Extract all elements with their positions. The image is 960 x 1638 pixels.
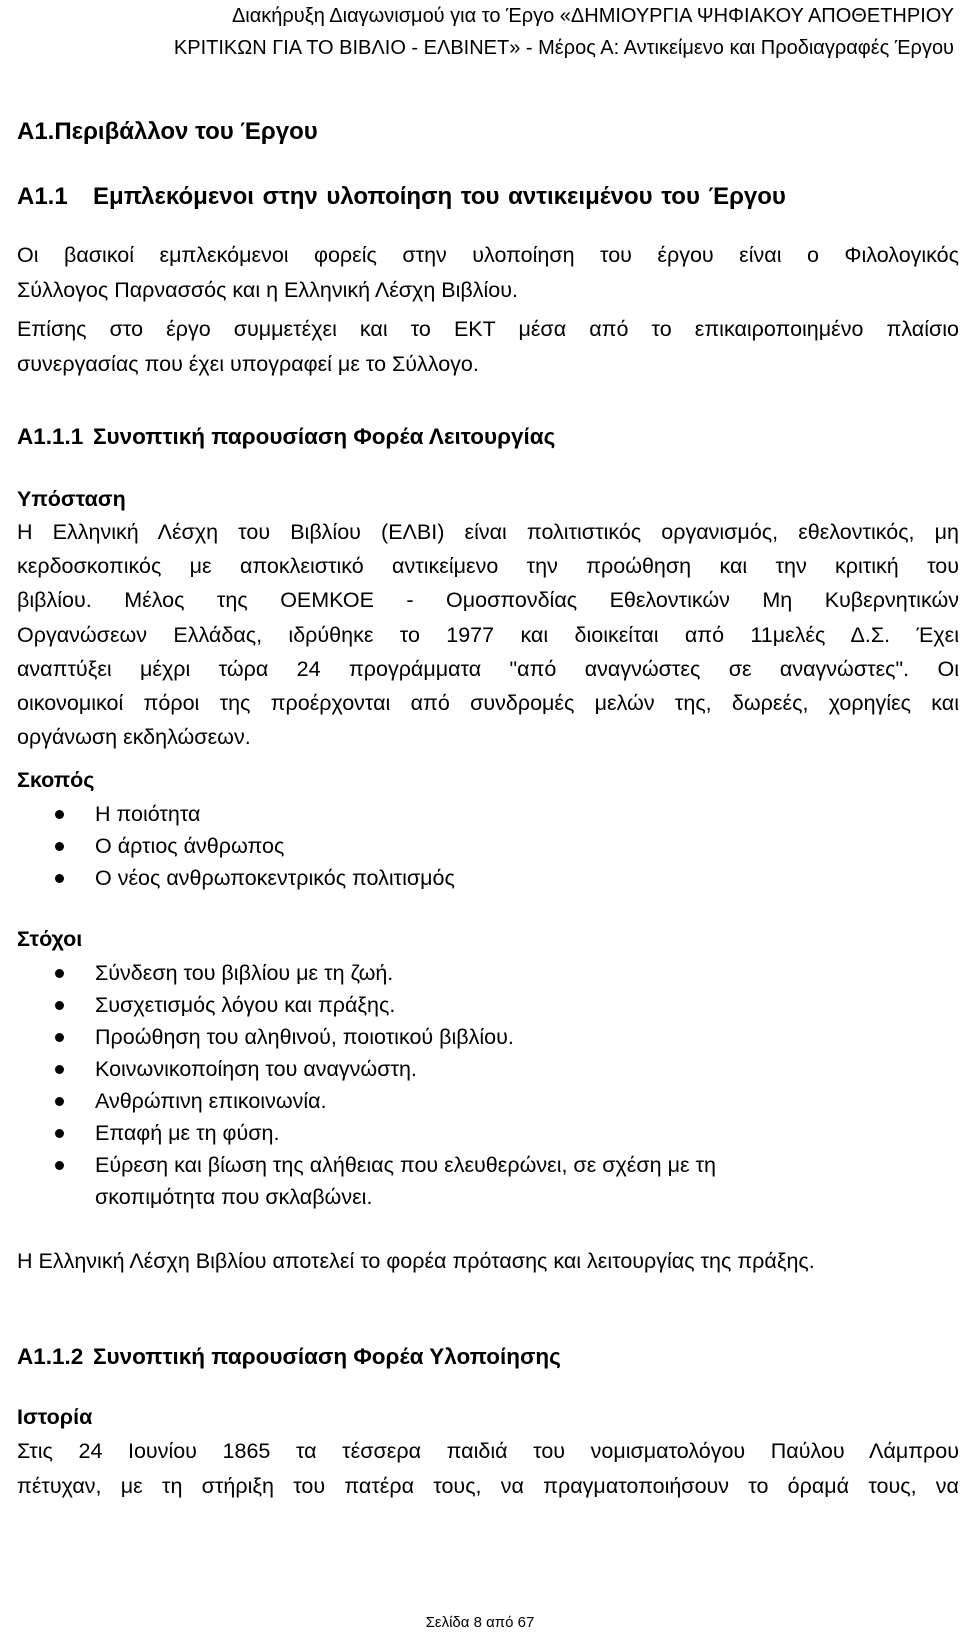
list-item: [0, 957, 960, 989]
bullet-icon: [55, 969, 64, 978]
paragraph-istoria: [17, 1434, 959, 1504]
paragraph-line: οργάνωση εκδηλώσεων.: [17, 725, 251, 750]
list-item: [0, 1149, 960, 1213]
paragraph-line: Η Ελληνική Λέσχη του Βιβλίου (ΕΛΒΙ) είναι πολιτιστικός οργανισμός, εθελοντικός, μη: [17, 520, 959, 544]
section-a1-1-1-title: Συνοπτική παρουσίαση Φορέα Λειτουργίας: [93, 424, 556, 449]
paragraph-line: Επίσης στο έργο συμμετέχει και το ΕΚΤ μέσα από το επικαιροποιημένο πλαίσιο: [17, 317, 959, 341]
bullet-icon: [55, 1065, 64, 1074]
document-header: [34, 0, 954, 64]
header-line-2: ΚΡΙΤΙΚΩΝ ΓΙΑ ΤΟ ΒΙΒΛΙΟ - ΕΛΒΙΝΕΤ» - Μέρος Α: Αντικείμενο και Προδιαγραφές Έργου: [173, 37, 954, 59]
section-a1-1-heading: [17, 183, 786, 211]
list-item-text: Σύνδεση του βιβλίου με τη ζωή.: [95, 961, 394, 985]
section-a1-1-number: Α1.1: [17, 183, 68, 210]
paragraph-line: Σύλλογος Παρνασσός και η Ελληνική Λέσχη Βιβλίου.: [17, 278, 518, 302]
stoxoi-list: [0, 957, 960, 1213]
page-number: Σελίδα 8 από 67: [425, 1614, 535, 1631]
ypostasi-label: Υπόσταση: [17, 487, 126, 511]
paragraph-ypostasi: [17, 515, 959, 754]
paragraph-line: Η Ελληνική Λέσχη Βιβλίου αποτελεί το φορέα πρότασης και λειτουργίας της πράξης.: [17, 1249, 815, 1273]
list-item: [0, 1117, 960, 1149]
list-item-text: Επαφή με τη φύση.: [95, 1121, 280, 1145]
section-a1-1-2-number: Α1.1.2: [17, 1344, 84, 1369]
skopos-label: Σκοπός: [17, 768, 95, 792]
bullet-icon: [55, 842, 64, 851]
paragraph-line: συνεργασίας που έχει υπογραφεί με το Σύλλογο.: [17, 352, 479, 376]
list-item-text: Προώθηση του αληθινού, ποιοτικού βιβλίου.: [95, 1025, 514, 1049]
paragraph-line: κερδοσκοπικός με αποκλειστικό αντικείμενο την προώθηση και την κριτική του: [17, 554, 959, 579]
list-item: [0, 862, 960, 894]
stoxoi-label: Στόχοι: [17, 927, 83, 951]
paragraph-line: βιβλίου. Μέλος της ΟΕΜΚΟΕ - Ομοσπονδίας Εθελοντικών Μη Κυβερνητικών: [17, 588, 959, 613]
paragraph-line: Στις 24 Ιουνίου 1865 τα τέσσερα παιδιά του νομισματολόγου Παύλου Λάμπρου: [17, 1439, 959, 1463]
list-item: [0, 830, 960, 862]
bullet-icon: [55, 1033, 64, 1042]
section-a1-1-2-title: Συνοπτική παρουσίαση Φορέα Υλοποίησης: [93, 1344, 561, 1369]
header-line-1: Διακήρυξη Διαγωνισμού για το Έργο «ΔΗΜΙΟΥΡΓΙΑ ΨΗΦΙΑΚΟΥ ΑΠΟΘΕΤΗΡΙΟΥ: [231, 5, 954, 27]
skopos-list: [0, 798, 960, 894]
bullet-icon: [55, 810, 64, 819]
list-item-text: Κοινωνικοποίηση του αναγνώστη.: [95, 1057, 417, 1081]
list-item-text: Ο άρτιος άνθρωπος: [95, 834, 285, 858]
paragraph-line: οικονομικοί πόροι της προέρχονται από συνδρομές μελών της, δωρεές, χορηγίες και: [17, 691, 959, 716]
list-item-text: Ο νέος ανθρωποκεντρικός πολιτισμός: [95, 866, 455, 890]
paragraph-line: Οργανώσεων Ελλάδας, ιδρύθηκε το 1977 και διοικείται από 11μελές Δ.Σ. Έχει: [17, 622, 959, 647]
section-a1-1-title: Εμπλεκόμενοι στην υλοποίηση του αντικειμένου του Έργου: [93, 183, 786, 210]
bullet-icon: [55, 1001, 64, 1010]
section-a1-1-1-number: Α1.1.1: [17, 424, 84, 449]
list-item-text: Ανθρώπινη επικοινωνία.: [95, 1089, 327, 1113]
paragraph-closing: [17, 1244, 959, 1279]
list-item: [0, 1085, 960, 1117]
section-a1-heading: Α1.Περιβάλλον του Έργου: [17, 118, 318, 145]
paragraph-line: πέτυχαν, με τη στήριξη του πατέρα τους, να πραγματοποιήσουν το όραμά τους, να: [17, 1474, 959, 1498]
list-item-text: Εύρεση και βίωση της αλήθειας που ελευθερώνει, σε σχέση με τη: [95, 1153, 716, 1177]
paragraph-ekt: [17, 312, 959, 382]
section-a1-1-2-heading: [17, 1344, 561, 1370]
list-item-text: Η ποιότητα: [95, 802, 201, 826]
bullet-icon: [55, 1161, 64, 1170]
list-item: [0, 989, 960, 1021]
bullet-icon: [55, 1129, 64, 1138]
list-item: [0, 1021, 960, 1053]
section-a1-1-1-heading: [17, 424, 555, 450]
paragraph-line: Οι βασικοί εμπλεκόμενοι φορείς στην υλοποίηση του έργου είναι ο Φιλολογικός: [17, 243, 959, 267]
list-item: [0, 798, 960, 830]
list-item: [0, 1053, 960, 1085]
paragraph-stakeholders: [17, 238, 959, 308]
istoria-label: Ιστορία: [17, 1405, 93, 1429]
bullet-icon: [55, 1097, 64, 1106]
list-item-text: Συσχετισμός λόγου και πράξης.: [95, 993, 396, 1017]
bullet-icon: [55, 874, 64, 883]
list-item-text: σκοπιμότητα που σκλαβώνει.: [95, 1185, 373, 1209]
paragraph-line: αναπτύξει μέχρι τώρα 24 προγράμματα "από αναγνώστες σε αναγνώστες". Οι: [17, 656, 959, 681]
